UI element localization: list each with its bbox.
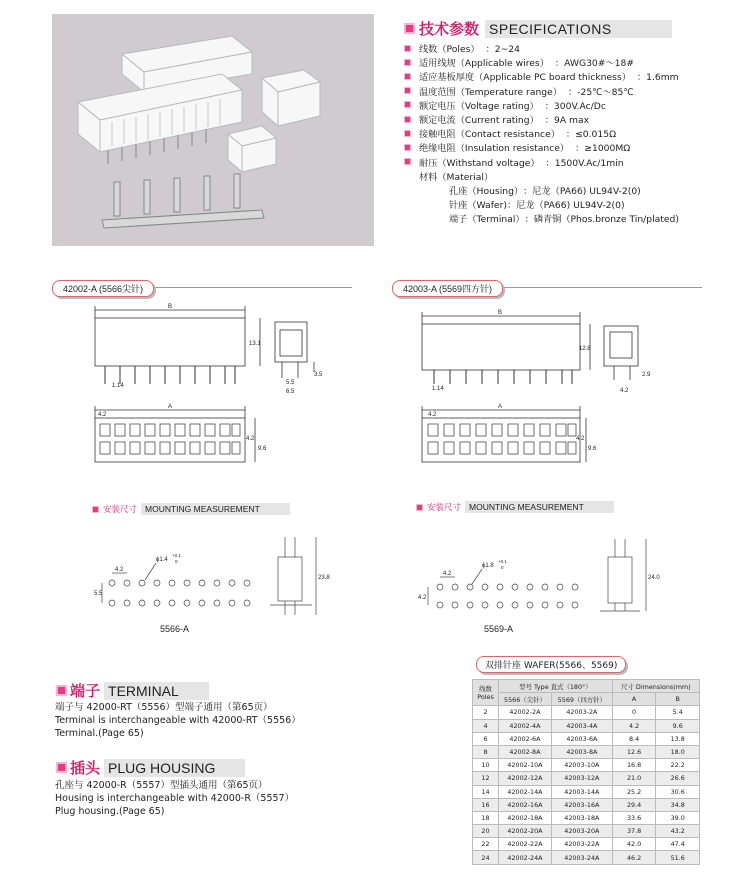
cell-poles: 14 <box>473 785 499 798</box>
pink-square-icon <box>404 73 411 80</box>
figure-label-5566: 5566-A <box>160 624 190 634</box>
cell-5569: 42003-10A <box>551 759 612 772</box>
dim-b: B <box>168 304 173 310</box>
spec-label: 温度范围（Temperature range） <box>419 86 562 98</box>
pink-square-icon <box>404 23 415 34</box>
pink-square-icon <box>404 144 411 151</box>
mount-tol: +0.1 <box>172 553 181 558</box>
mount-tol: +0.1 <box>498 559 507 564</box>
dim-side1: 5.5 <box>286 380 295 386</box>
cell-a: 21.0 <box>612 772 656 785</box>
mounting-title-cn: 安装尺寸 <box>427 503 462 513</box>
material-label: 材料（Material） <box>419 171 494 183</box>
cell-5566: 42002-16A <box>499 798 552 811</box>
cell-b: 5.4 <box>656 706 700 719</box>
spec-row <box>404 84 744 98</box>
cell-5569: 42003-8A <box>551 745 612 758</box>
spec-value: ：300V.Ac/Dc <box>544 100 606 112</box>
spec-row <box>404 98 744 112</box>
table-row <box>473 706 700 719</box>
table-row <box>473 825 700 838</box>
spec-value: ：-25℃～85℃ <box>567 86 634 98</box>
cell-poles: 18 <box>473 811 499 824</box>
header-b: B <box>656 693 700 706</box>
spec-row <box>404 169 744 183</box>
mount-pitch: 4.2 <box>115 567 124 573</box>
mount-pitch: 4.2 <box>443 571 452 577</box>
plug-note <box>55 779 385 818</box>
material-value: ：尼龙（PA66) UL94V-2(0) <box>506 200 625 212</box>
cell-5569: 42003-16A <box>551 798 612 811</box>
cell-a: 42.0 <box>612 838 656 851</box>
spec-value: ：≥1000MΩ <box>575 143 631 155</box>
terminal-title-en: TERMINAL <box>104 682 209 700</box>
drawing-label-42002: 42002-A (5566尖针) <box>52 280 154 297</box>
dim-side2: 2.9 <box>642 372 651 378</box>
spec-row <box>404 112 744 126</box>
drawing-42002 <box>70 300 340 480</box>
table-row <box>473 772 700 785</box>
specifications-title-cn: 技术参数 <box>419 20 480 38</box>
cell-a: 8.4 <box>612 732 656 745</box>
header-a: A <box>612 693 656 706</box>
cell-5566: 42002-8A <box>499 745 552 758</box>
spec-row <box>404 41 744 55</box>
spec-row <box>404 155 744 169</box>
spec-label: 适应基板厚度（Applicable PC board thickness） <box>419 72 631 84</box>
cell-5566: 42002-18A <box>499 811 552 824</box>
material-row <box>404 183 744 197</box>
spec-value: ：9A max <box>544 115 590 127</box>
pink-square-icon <box>416 504 423 511</box>
mount-height: 24.0 <box>648 575 660 581</box>
cell-b: 43.2 <box>656 825 700 838</box>
cell-poles: 24 <box>473 851 499 864</box>
cell-poles: 20 <box>473 825 499 838</box>
cell-b: 47.4 <box>656 838 700 851</box>
header-dims: 尺寸 Dimensions(mm) <box>612 680 699 693</box>
cell-poles: 16 <box>473 798 499 811</box>
dim-side1: 4.2 <box>620 388 629 394</box>
cell-5566: 42002-12A <box>499 772 552 785</box>
table-row <box>473 745 700 758</box>
spec-label: 线数（Poles） <box>419 44 480 56</box>
dim-height: 13.1 <box>249 341 261 347</box>
spec-value: ：1500V.Ac/1min <box>545 157 624 169</box>
spec-row <box>404 140 744 154</box>
table-row <box>473 759 700 772</box>
cell-a: 33.6 <box>612 811 656 824</box>
terminal-line-1: 端子与 42000-RT（5556）型端子通用（第65页） <box>55 702 273 713</box>
cell-b: 39.0 <box>656 811 700 824</box>
material-name: 孔座（Housing） <box>449 185 524 197</box>
cell-a: 29.4 <box>612 798 656 811</box>
cell-5569: 42003-4A <box>551 719 612 732</box>
dim-height: 12.8 <box>579 346 591 352</box>
spec-value: ：AWG30#～18# <box>554 58 635 70</box>
dim-h2: 9.6 <box>588 446 597 452</box>
cell-5566: 42002-4A <box>499 719 552 732</box>
specifications-list <box>404 41 744 225</box>
specifications-title-en: SPECIFICATIONS <box>485 20 672 38</box>
spec-label: 耐压（Withstand voltage） <box>419 157 540 169</box>
cell-poles: 4 <box>473 719 499 732</box>
material-row <box>404 211 744 225</box>
cell-5566: 42002-20A <box>499 825 552 838</box>
cell-5569: 42003-2A <box>551 706 612 719</box>
material-name: 端子（Terminal） <box>449 214 525 226</box>
table-row <box>473 838 700 851</box>
pink-square-icon <box>56 762 67 773</box>
dim-pitch: 4.2 <box>98 412 107 418</box>
plug-header <box>56 757 245 778</box>
spec-row <box>404 126 744 140</box>
drawing-label-42003: 42003-A (5569四方针) <box>392 280 503 297</box>
cell-b: 13.8 <box>656 732 700 745</box>
plug-line-3: Plug housing.(Page 65) <box>55 806 165 817</box>
cell-5566: 42002-10A <box>499 759 552 772</box>
cell-5569: 42003-18A <box>551 811 612 824</box>
cell-poles: 8 <box>473 745 499 758</box>
header-5569: 5569（四方针） <box>551 693 612 706</box>
cell-5566: 42002-22A <box>499 838 552 851</box>
terminal-note <box>55 701 385 740</box>
plug-title-en: PLUG HOUSING <box>104 759 245 777</box>
cell-a: 25.2 <box>612 785 656 798</box>
dim-side2: 6.5 <box>286 389 295 395</box>
mount-hole: ϕ1.8 <box>482 563 494 569</box>
product-photo <box>52 14 374 246</box>
material-row <box>404 197 744 211</box>
mount-hole: ϕ1.4 <box>156 557 168 563</box>
table-row <box>473 798 700 811</box>
cell-a: 12.6 <box>612 745 656 758</box>
cell-5569: 42003-22A <box>551 838 612 851</box>
cell-5569: 42003-12A <box>551 772 612 785</box>
cell-poles: 12 <box>473 772 499 785</box>
mount-row: 4.2 <box>418 595 427 601</box>
cell-poles: 6 <box>473 732 499 745</box>
cell-b: 51.6 <box>656 851 700 864</box>
pink-square-icon <box>404 45 411 52</box>
pink-square-icon <box>92 506 99 513</box>
cell-a: 37.8 <box>612 825 656 838</box>
mounting-drawing-5569 <box>412 535 672 635</box>
cell-a: 4.2 <box>612 719 656 732</box>
cell-a: 16.8 <box>612 759 656 772</box>
cell-b: 26.6 <box>656 772 700 785</box>
spec-label: 绝缘电阻（Insulation resistance） <box>419 143 570 155</box>
pink-square-icon <box>404 101 411 108</box>
mount-tol2: 0 <box>501 565 504 570</box>
cell-poles: 2 <box>473 706 499 719</box>
spec-value: ：2~24 <box>485 44 520 56</box>
mounting-header-left <box>92 503 290 515</box>
dim-a: A <box>168 404 173 410</box>
table-row <box>473 719 700 732</box>
cell-5569: 42003-14A <box>551 785 612 798</box>
dim-a: A <box>498 404 503 410</box>
header-type: 型号 Type 直式（180°） <box>499 680 613 693</box>
header-poles: 线数 Poles <box>473 680 499 706</box>
mount-tol2: 0 <box>175 559 178 564</box>
mounting-title-en: MOUNTING MEASUREMENT <box>465 501 614 513</box>
pink-square-icon <box>404 130 411 137</box>
mounting-title-en: MOUNTING MEASUREMENT <box>141 503 290 515</box>
dim-pin: 1.14 <box>432 386 444 392</box>
mounting-drawing-5566 <box>92 535 332 635</box>
terminal-line-2: Terminal is interchangeable with 42000-RT（5556） <box>55 715 301 726</box>
spec-label: 接触电阻（Contact resistance） <box>419 129 560 141</box>
wafer-table <box>472 679 700 865</box>
mount-height: 23.8 <box>318 575 330 581</box>
plug-line-2: Housing is interchangeable with 42000-R（5557） <box>55 793 295 804</box>
dim-h2: 9.6 <box>258 446 267 452</box>
plug-title-cn: 插头 <box>70 759 101 777</box>
cell-5566: 42002-24A <box>499 851 552 864</box>
cell-a: 0 <box>612 706 656 719</box>
plug-line-1: 孔座与 42000-R（5557）型插头通用（第65页） <box>55 780 268 791</box>
spec-value: ：1.6mm <box>636 72 679 84</box>
mounting-title-cn: 安装尺寸 <box>103 505 138 515</box>
pink-square-icon <box>404 158 411 165</box>
material-name: 针座（Wafer) <box>449 200 507 212</box>
mount-row: 5.5 <box>94 591 103 597</box>
terminal-title-cn: 端子 <box>70 682 101 700</box>
dim-h1: 4.2 <box>246 436 255 442</box>
dim-b: B <box>498 310 503 316</box>
cell-5566: 42002-2A <box>499 706 552 719</box>
spec-row <box>404 55 744 69</box>
spec-value: ：≤0.015Ω <box>565 129 617 141</box>
cell-b: 9.6 <box>656 719 700 732</box>
pink-square-icon <box>404 116 411 123</box>
table-row <box>473 785 700 798</box>
cell-poles: 22 <box>473 838 499 851</box>
cell-5566: 42002-6A <box>499 732 552 745</box>
cell-a: 46.2 <box>612 851 656 864</box>
cell-5569: 42003-24A <box>551 851 612 864</box>
material-value: ：磷青铜（Phos.bronze Tin/plated) <box>524 214 679 226</box>
header-5566: 5566（尖针） <box>499 693 552 706</box>
wafer-table-title: 双排针座 WAFER(5566、5569) <box>476 656 626 673</box>
spec-label: 额定电流（Current rating） <box>419 115 539 127</box>
cell-b: 34.8 <box>656 798 700 811</box>
pink-square-icon <box>404 87 411 94</box>
spec-row <box>404 69 744 83</box>
terminal-line-3: Terminal.(Page 65) <box>55 728 144 739</box>
dim-h1: 4.2 <box>576 436 585 442</box>
dim-side3: 3.5 <box>314 372 323 378</box>
dim-pitch: 4.2 <box>428 412 437 418</box>
cell-poles: 10 <box>473 759 499 772</box>
cell-b: 30.6 <box>656 785 700 798</box>
mounting-header-right <box>416 501 614 513</box>
cell-b: 22.2 <box>656 759 700 772</box>
figure-label-5569: 5569-A <box>484 624 514 634</box>
table-row <box>473 851 700 864</box>
pink-square-icon <box>56 685 67 696</box>
dim-pin: 1.14 <box>112 383 124 389</box>
table-row <box>473 811 700 824</box>
spec-label: 额定电压（Voltage rating） <box>419 100 539 112</box>
material-value: ：尼龙（PA66) UL94V-2(0) <box>523 185 641 197</box>
specifications-header <box>404 18 672 39</box>
cell-b: 18.0 <box>656 745 700 758</box>
cell-5569: 42003-6A <box>551 732 612 745</box>
cell-5569: 42003-20A <box>551 825 612 838</box>
spec-label: 适用线规（Applicable wires） <box>419 58 549 70</box>
cell-5566: 42002-14A <box>499 785 552 798</box>
table-row <box>473 732 700 745</box>
terminal-header <box>56 680 209 701</box>
drawing-42003 <box>400 300 690 480</box>
pink-square-icon <box>404 59 411 66</box>
